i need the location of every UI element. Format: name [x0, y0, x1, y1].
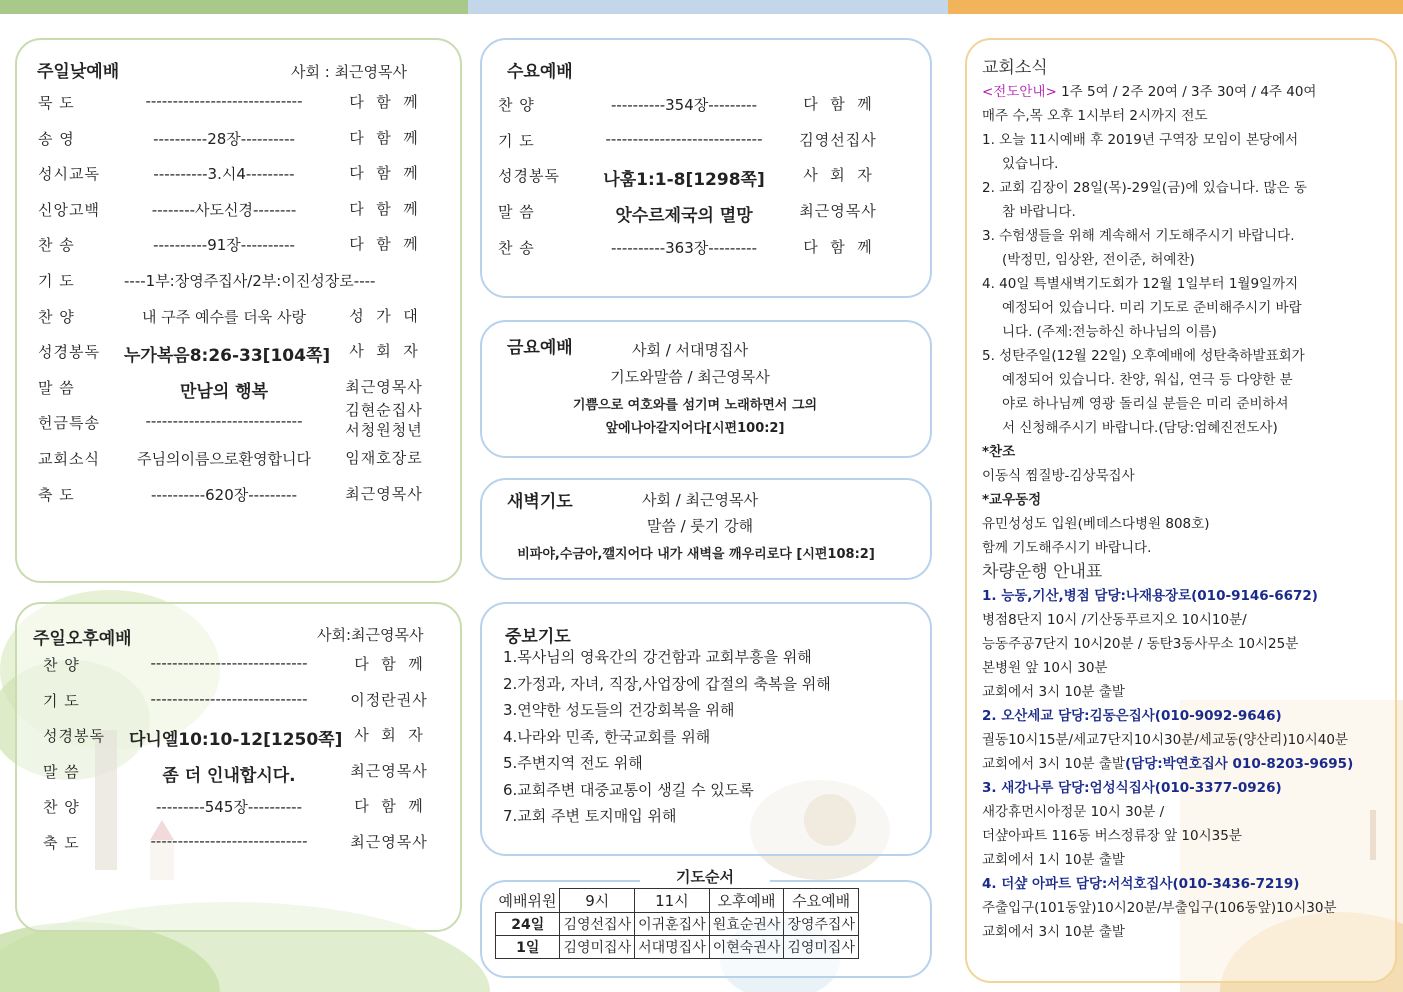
intercession-item: 4.나라와 민족, 한국교회를 위해	[503, 727, 711, 746]
order-row	[43, 690, 463, 714]
church-news	[982, 56, 1352, 944]
table-cell: 장영주집사	[784, 913, 859, 936]
vehicle-route-line: 병점8단지 10시 /기산동푸르지오 10시10분/	[982, 612, 1247, 628]
member-text-1: 유민성성도 입원(베데스다병원 808호)	[982, 516, 1210, 532]
top-bar-blue	[468, 0, 948, 14]
order-person: 성 가 대	[349, 306, 419, 325]
table-cell: 이귀훈집사	[635, 913, 710, 936]
intercession-title: 중보기도	[505, 627, 571, 647]
evangelism-schedule: 매주 수,목 오후 1시부터 2시까지 전도	[982, 108, 1208, 124]
order-item: 묵 도	[38, 94, 75, 112]
order-person: 다 함 께	[349, 199, 419, 218]
order-row	[43, 761, 463, 785]
table-header: 9시	[560, 889, 635, 913]
order-content: ----------91장----------	[153, 236, 295, 255]
order-item: 성경봉독	[498, 167, 560, 186]
order-content: ----------354장---------	[611, 96, 757, 114]
order-item: 성경봉독	[43, 727, 105, 745]
evangelism-tag: <전도안내>	[982, 84, 1057, 100]
wednesday-title: 수요예배	[507, 62, 573, 82]
member-text-2: 함께 기도해주시기 바랍니다.	[982, 540, 1152, 556]
order-content: 나훔1:1-8[1298쪽]	[603, 170, 765, 191]
gift-text: 이동식 찜질방-김상묵집사	[982, 468, 1135, 484]
dawn-title: 새벽기도	[507, 492, 573, 512]
news-line: 3. 수험생들을 위해 계속해서 기도해주시기 바랍니다.	[982, 228, 1295, 244]
table-cell: 1일	[496, 936, 560, 959]
table-cell: 김영미집사	[560, 936, 635, 959]
vehicle-route-line: 본병원 앞 10시 30분	[982, 660, 1108, 676]
friday-verse-line1: 기쁨으로 여호와를 섬기며 노래하면서 그의	[572, 398, 818, 413]
order-item: 축 도	[43, 833, 80, 852]
order-item: 찬 양	[38, 307, 75, 326]
order-row	[38, 128, 458, 152]
order-row	[38, 484, 458, 508]
order-row	[38, 234, 458, 258]
order-row	[43, 796, 463, 820]
news-line: 4. 40일 특별새벽기도회가 12월 1일부터 1월9일까지	[982, 276, 1299, 292]
order-content: -----------------------------	[145, 92, 303, 110]
order-content: 누가복음8:26-33[104쪽]	[124, 346, 331, 367]
order-item: 말 씀	[43, 762, 80, 781]
news-line: (박정민, 임상완, 전이준, 허예찬)	[1002, 252, 1195, 268]
order-person: 최근영목사	[350, 832, 428, 851]
order-content: 주님의이름으로환영합니다	[137, 450, 311, 468]
friday-preacher: 기도와말씀 / 최근영목사	[610, 368, 770, 386]
order-content: 앗수르제국의 멸망	[615, 206, 753, 227]
order-item: 성경봉독	[38, 343, 100, 362]
order-row	[498, 165, 918, 189]
vehicle-route-line: 더샾아파트 116동 버스정류장 앞 10시35분	[982, 828, 1242, 844]
order-person: 다 함 께	[803, 237, 873, 256]
intercession-item: 2.가정과, 자녀, 직장,사업장에 갑절의 축복을 위해	[503, 674, 831, 693]
order-content: -----------------------------	[150, 654, 308, 672]
order-item: 기 도	[498, 131, 535, 150]
order-item: 찬 송	[38, 236, 75, 255]
vehicle-route-line: 궐동10시15분/세교7단지10시30분/세교동(양산리)10시40분	[982, 732, 1349, 748]
order-content: -----------------------------	[605, 129, 763, 148]
order-item: 찬 양	[498, 96, 535, 114]
order-person: 최근영목사	[799, 202, 877, 221]
order-row	[38, 163, 458, 187]
order-person: 최근영목사	[345, 484, 423, 503]
dawn-verse: 비파야,수금아,깰지어다 내가 새벽을 깨우리로다 [시편108:2]	[517, 547, 875, 562]
intercession-item: 5.주변지역 전도 위해	[503, 754, 643, 772]
top-bar-green	[0, 0, 468, 14]
order-content: ---------545장----------	[156, 798, 302, 816]
prayer-order-table	[495, 888, 859, 959]
order-item: 기 도	[38, 272, 75, 290]
vehicle-route-line	[982, 752, 1352, 776]
vehicle-route-line: 교회에서 3시 10분 출발	[982, 684, 1125, 700]
vehicle-route-line: 교회에서 3시 10분 출발	[982, 924, 1125, 940]
order-row	[498, 94, 918, 118]
vehicle-route-head: 2. 오산세교 담당:김동은집사(010-9092-9646)	[982, 708, 1282, 724]
intercession-item: 7.교회 주변 토지매입 위해	[503, 807, 677, 825]
order-item: 기 도	[43, 691, 80, 710]
sunday-am-title: 주일낮예배	[37, 62, 120, 82]
vehicle-schedule	[982, 584, 1352, 944]
order-row	[38, 448, 458, 472]
order-person: 다 함 께	[349, 164, 419, 183]
news-items	[982, 128, 1352, 440]
order-item: 찬 양	[43, 798, 80, 816]
intercession-list	[503, 644, 831, 830]
sunday-am-leader: 사회 : 최근영목사	[291, 63, 408, 81]
vehicle-route-head: 3. 새강나루 담당:엄성식집사(010-3377-0926)	[982, 780, 1282, 796]
vehicle-route-head: 4. 더샾 아파트 담당:서석호집사(010-3436-7219)	[982, 876, 1300, 892]
news-line: 서 신청해주시기 바랍니다.(담당:엄혜진전도사)	[1002, 420, 1278, 436]
table-header: 수요예배	[784, 889, 859, 913]
order-row	[38, 92, 458, 116]
friday-verse-line2: 앞에나아갈지어다[시편100:2]	[605, 421, 785, 436]
order-person: 사 회 자	[354, 726, 424, 744]
evangelism-line	[982, 80, 1352, 104]
table-cell: 이현숙권사	[709, 936, 784, 959]
order-row	[43, 832, 463, 856]
order-person: 다 함 께	[354, 797, 424, 815]
order-row	[498, 201, 918, 225]
order-content: ----------620장---------	[151, 485, 297, 504]
order-row	[498, 237, 918, 261]
intercession-item: 3.연약한 성도들의 건강회복을 위해	[503, 701, 735, 719]
news-line: 1. 오늘 11시예배 후 2019년 구역장 모임이 본당에서	[982, 132, 1299, 148]
prayer-order-caption: 기도순서	[640, 866, 770, 887]
order-content: 다니엘10:10-12[1250쪽]	[129, 730, 343, 750]
vehicle-route-line: 교회에서 1시 10분 출발	[982, 852, 1125, 868]
order-person: 다 함 께	[349, 235, 419, 254]
order-person: 다 함 께	[349, 93, 419, 111]
order-item: 성시교독	[38, 165, 100, 184]
news-line: 5. 성탄주일(12월 22일) 오후예배에 성탄축하발표회가	[982, 348, 1305, 364]
order-item: 교회소식	[38, 450, 100, 468]
order-content: ----------28장----------	[153, 129, 295, 148]
vehicle-route-line-text: 교회에서 3시 10분 출발	[982, 756, 1125, 772]
dawn-sermon: 말씀 / 룻기 강해	[646, 517, 754, 535]
vehicle-route-line: 능동주공7단지 10시20분 / 동탄3동사무소 10시25분	[982, 636, 1299, 652]
order-content: --------사도신경--------	[151, 200, 297, 219]
order-person: 최근영목사	[350, 761, 428, 780]
vehicle-route-line: 새강휴먼시아정문 10시 30분 /	[982, 804, 1165, 820]
table-header: 오후예배	[709, 889, 784, 913]
order-item: 찬 송	[498, 238, 535, 257]
order-person: 김영선집사	[799, 130, 877, 149]
order-row	[38, 377, 458, 401]
intercession-item: 1.목사님의 영육간의 강건함과 교회부흥을 위해	[503, 648, 812, 666]
order-person: 사 회 자	[349, 342, 419, 361]
order-person: 다 함 께	[349, 128, 419, 147]
order-row	[38, 270, 458, 294]
table-cell: 24일	[496, 913, 560, 936]
order-row	[38, 401, 458, 440]
table-cell: 김영선집사	[560, 913, 635, 936]
order-content: ----------363장---------	[611, 238, 757, 257]
gift-title: *찬조	[982, 444, 1016, 460]
order-content: -----------------------------	[150, 831, 308, 850]
order-row	[38, 199, 458, 223]
news-line: 2. 교회 김장이 28일(목)-29일(금)에 있습니다. 많은 동	[982, 180, 1307, 196]
evangelism-text: 1주 5여 / 2주 20여 / 3주 30여 / 4주 40여	[1056, 84, 1317, 100]
order-row	[43, 725, 463, 749]
news-title: 교회소식	[982, 58, 1048, 78]
order-person: 이정란권사	[350, 690, 428, 709]
vehicle-route-line: 주출입구(101동앞)10시20분/부출입구(106동앞)10시30분	[982, 900, 1337, 916]
order-item: 송 영	[38, 129, 75, 148]
top-bar-orange	[948, 0, 1403, 14]
sunday-pm-title: 주일오후예배	[33, 629, 132, 649]
order-item: 헌금특송	[38, 414, 100, 433]
order-content: -----------------------------	[145, 412, 303, 431]
order-row	[43, 654, 463, 678]
news-line: 참 바랍니다.	[1002, 204, 1076, 220]
dawn-leader: 사회 / 최근영목사	[641, 491, 759, 509]
order-item: 말 씀	[38, 378, 75, 397]
order-row	[38, 306, 458, 330]
news-line: 있습니다.	[1002, 156, 1059, 172]
order-person: 임재호장로	[345, 449, 423, 467]
sunday-pm-leader: 사회:최근영목사	[317, 626, 424, 644]
order-item: 신앙고백	[38, 200, 100, 219]
order-content: -----------------------------	[150, 689, 308, 708]
vehicle-title: 차량운행 안내표	[982, 562, 1103, 582]
table-cell: 서대명집사	[635, 936, 710, 959]
news-line: 야로 하나님께 영광 돌리실 분들은 미리 준비하셔	[1002, 396, 1289, 412]
news-line: 니다. (주제:전능하신 하나님의 이름)	[1002, 324, 1217, 340]
order-content: 내 구주 예수를 더욱 사랑	[142, 307, 306, 326]
order-row	[38, 341, 458, 365]
order-person: 최근영목사	[345, 377, 423, 396]
friday-title: 금요예배	[507, 338, 573, 358]
order-content: ----------3.시4---------	[153, 165, 295, 184]
order-item: 찬 양	[43, 656, 80, 674]
order-person: 다 함 께	[803, 95, 873, 113]
order-content: 만남의 행복	[179, 381, 269, 402]
table-header: 예배위원	[498, 891, 557, 910]
order-content: ----1부:장영주집사/2부:이진성장로----	[124, 272, 376, 290]
news-line: 예정되어 있습니다. 찬양, 워십, 연극 등 다양한 분	[1002, 372, 1293, 388]
table-cell: 김영미집사	[784, 936, 859, 959]
news-line: 예정되어 있습니다. 미리 기도로 준비해주시기 바랍	[1002, 300, 1302, 316]
vehicle-route-extra: (담당:박연호집사 010-8203-9695)	[1124, 756, 1354, 772]
table-header: 11시	[635, 889, 710, 913]
order-content: 좀 더 인내합시다.	[162, 765, 296, 786]
order-item: 말 씀	[498, 203, 535, 222]
order-person: 김현순집사 서청원청년	[345, 401, 423, 440]
intercession-item: 6.교회주변 대중교통이 생길 수 있도록	[503, 780, 754, 799]
table-cell: 원효순권사	[709, 913, 784, 936]
order-person: 다 함 께	[354, 655, 424, 673]
member-title: *교우동정	[982, 492, 1042, 508]
order-person: 사 회 자	[803, 166, 873, 185]
vehicle-route-head: 1. 능동,기산,병점 담당:나재용장로(010-9146-6672)	[982, 588, 1318, 604]
order-row	[498, 130, 918, 154]
order-item: 축 도	[38, 485, 75, 504]
friday-leader: 사회 / 서대명집사	[631, 341, 749, 359]
